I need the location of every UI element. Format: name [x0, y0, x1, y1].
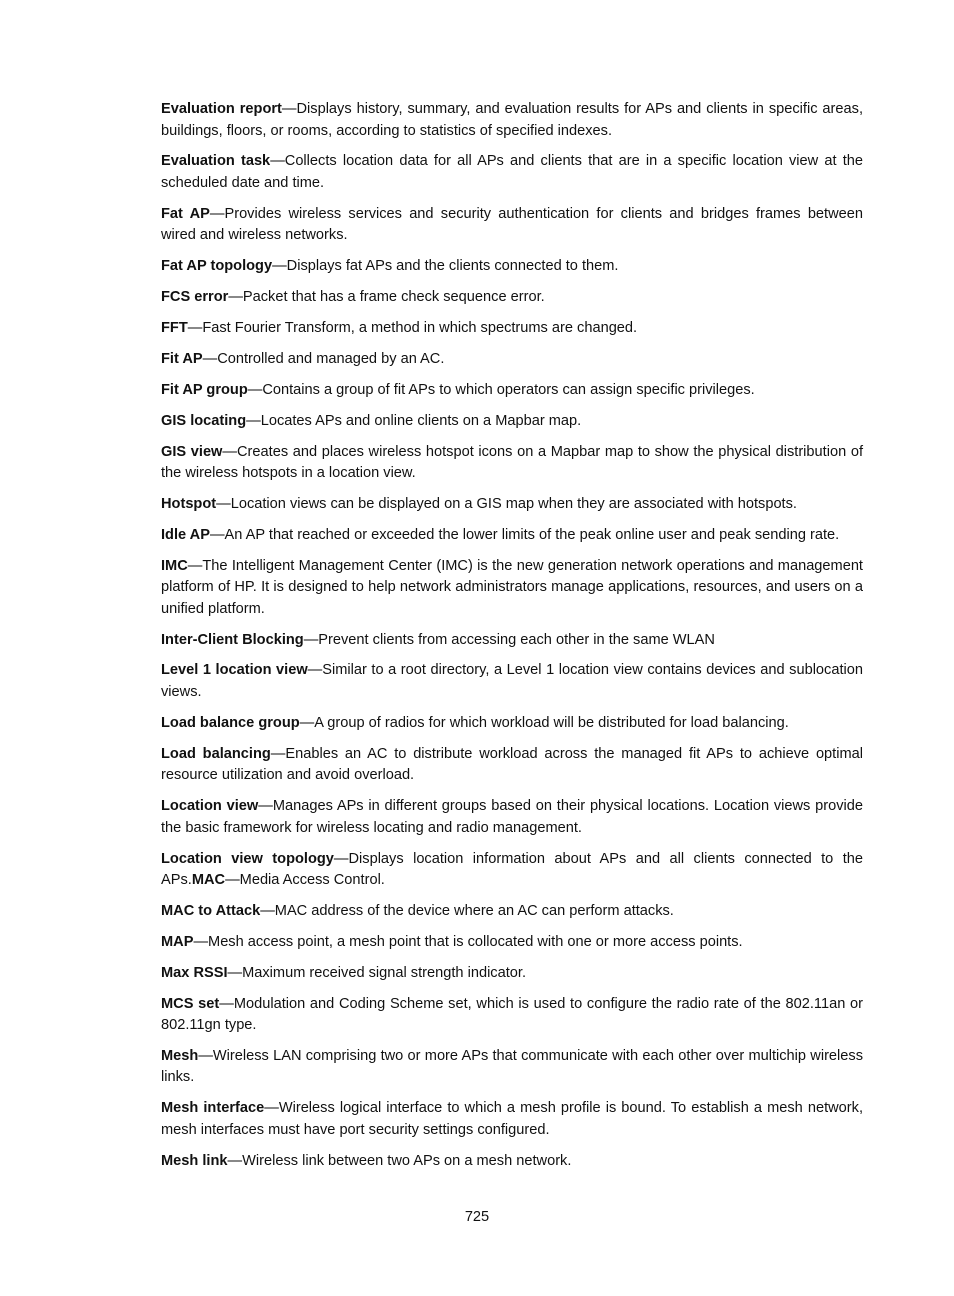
glossary-term: MAP [161, 933, 194, 950]
glossary-term: Location view topology [161, 850, 334, 867]
glossary-definition: Wireless link between two APs on a mesh network. [242, 1152, 572, 1169]
em-dash: — [299, 714, 315, 731]
glossary-term: Evaluation report [161, 101, 282, 117]
glossary-definition: Locates APs and online clients on a Mapbar map. [260, 412, 582, 429]
em-dash: — [246, 412, 261, 429]
glossary-entry [161, 204, 863, 247]
glossary-term: FFT [161, 319, 188, 336]
em-dash: — [209, 205, 225, 222]
page-number: 725 [464, 1209, 490, 1225]
em-dash: — [216, 495, 231, 512]
glossary-term: FCS error [161, 289, 229, 306]
em-dash: — [281, 101, 297, 117]
glossary-entry [161, 994, 863, 1037]
glossary-term: MAC to Attack [161, 902, 261, 919]
glossary-entry [161, 796, 863, 839]
glossary-term: Idle AP [161, 526, 210, 543]
glossary-entry [161, 318, 863, 340]
glossary-entry [161, 713, 863, 735]
glossary-entry [161, 1151, 863, 1173]
glossary-entry [161, 349, 863, 371]
glossary-entry [161, 442, 863, 485]
glossary-entry [161, 256, 863, 278]
glossary-term: Mesh [161, 1047, 199, 1064]
em-dash: — [202, 350, 218, 367]
glossary-entry [161, 660, 863, 703]
glossary-term: Inter-Client Blocking [161, 631, 304, 648]
glossary-entry [161, 901, 863, 923]
glossary-entry [161, 1046, 863, 1089]
em-dash: — [187, 319, 203, 336]
glossary-term: Max RSSI [161, 964, 228, 981]
glossary-term: GIS view [161, 443, 223, 460]
glossary-definition: Creates and places wireless hotspot icons on a Mapbar map to show the physical distribution of the wireless hotspots in a location view. [161, 443, 863, 482]
glossary-definition: Displays history, summary, and evaluation results for APs and clients in specific areas, buildings, floors, or rooms, according to statistics of specified indexes. [161, 101, 863, 139]
em-dash: — [333, 850, 349, 867]
em-dash: — [222, 443, 238, 460]
glossary-definition: Displays location information about APs and all clients connected to the APs. [161, 850, 863, 889]
glossary-definition: A group of radios for which workload will be distributed for load balancing. [314, 714, 789, 731]
glossary-definition: Contains a group of fit APs to which operators can assign specific privileges. [262, 381, 755, 398]
em-dash: — [303, 631, 319, 648]
em-dash: — [219, 995, 234, 1012]
glossary-term: MAC [191, 872, 226, 889]
glossary-definition: The Intelligent Management Center (IMC) is the new generation network operations and management platform of HP. It is designed to help network administrators manage applications, resources, and users on a unified platform. [161, 557, 863, 617]
glossary-definition: Mesh access point, a mesh point that is collocated with one or more access points. [208, 933, 743, 950]
em-dash: — [209, 526, 225, 543]
em-dash: — [272, 258, 287, 275]
glossary-definition: An AP that reached or exceeded the lower limits of the peak online user and peak sending rate. [224, 526, 840, 543]
em-dash: — [270, 153, 285, 170]
glossary-definition: Location views can be displayed on a GIS map when they are associated with hotspots. [230, 495, 797, 512]
em-dash: — [264, 1100, 279, 1117]
glossary-definition: Manages APs in different groups based on their physical locations. Location views provide the basic framework for wireless locating and radio management. [161, 798, 863, 836]
glossary-term: Fat AP [161, 205, 210, 222]
glossary-entry [161, 494, 863, 516]
glossary-term: Location view [161, 798, 259, 815]
glossary-definition: Prevent clients from accessing each other in the same WLAN [318, 631, 715, 648]
glossary-term: Hotspot [161, 495, 217, 512]
glossary-definition: Similar to a root directory, a Level 1 location view contains devices and sublocation views. [161, 662, 863, 700]
em-dash: — [187, 557, 203, 574]
glossary-definition: MAC address of the device where an AC can perform attacks. [274, 902, 674, 919]
glossary-entry [161, 630, 863, 652]
glossary-entry [161, 932, 863, 954]
glossary-definition: Fast Fourier Transform, a method in which spectrums are changed. [202, 319, 638, 336]
glossary-term: MCS set [161, 995, 220, 1012]
glossary-entry [161, 1098, 863, 1141]
em-dash: — [247, 381, 263, 398]
glossary-term: Fit AP [161, 350, 203, 367]
glossary-term: Load balance group [161, 714, 300, 731]
em-dash: — [307, 662, 323, 679]
glossary-term: GIS locating [161, 412, 247, 429]
glossary-definition: Maximum received signal strength indicator. [242, 964, 527, 981]
em-dash: — [228, 289, 243, 306]
em-dash: — [227, 964, 243, 981]
glossary-definition: Wireless LAN comprising two or more APs that communicate with each other over multichip wireless links. [161, 1047, 863, 1086]
glossary-entry [161, 99, 863, 142]
em-dash: — [225, 872, 240, 889]
em-dash: — [260, 902, 275, 919]
em-dash: — [227, 1152, 243, 1169]
glossary-term: Mesh link [161, 1152, 228, 1169]
glossary-entry [161, 411, 863, 433]
glossary-entry [161, 556, 863, 621]
glossary-term: Level 1 location view [161, 662, 308, 679]
glossary-entry [161, 525, 863, 547]
glossary-definition: Media Access Control. [239, 872, 385, 889]
glossary-list [161, 99, 863, 1182]
glossary-entry [161, 380, 863, 402]
em-dash: — [258, 798, 273, 815]
glossary-term: Mesh interface [161, 1100, 265, 1117]
glossary-term: Fit AP group [161, 381, 248, 398]
glossary-entry [161, 963, 863, 985]
glossary-term: Load balancing [161, 745, 271, 762]
glossary-definition: Controlled and managed by an AC. [217, 350, 445, 367]
glossary-definition: Provides wireless services and security authentication for clients and bridges frames between wired and wireless networks. [161, 205, 863, 244]
glossary-entry [161, 744, 863, 787]
em-dash: — [193, 933, 209, 950]
glossary-definition: Collects location data for all APs and clients that are in a specific location view at the scheduled date and time. [161, 153, 863, 191]
glossary-definition: Modulation and Coding Scheme set, which is used to configure the radio rate of the 802.11an or 802.11gn type. [161, 995, 863, 1034]
em-dash: — [198, 1047, 213, 1064]
glossary-term: IMC [161, 557, 188, 574]
glossary-entry [161, 849, 863, 892]
glossary-definition: Displays fat APs and the clients connected to them. [286, 258, 619, 275]
glossary-term: Fat AP topology [161, 258, 273, 275]
em-dash: — [270, 745, 286, 762]
glossary-entry [161, 151, 863, 194]
glossary-definition: Wireless logical interface to which a mesh profile is bound. To establish a mesh network, mesh interfaces must have port security settings configured. [161, 1100, 863, 1138]
glossary-entry [161, 287, 863, 309]
glossary-definition: Enables an AC to distribute workload across the managed fit APs to achieve optimal resource utilization and avoid overload. [161, 745, 863, 784]
glossary-term: Evaluation task [161, 153, 271, 170]
glossary-definition: Packet that has a frame check sequence error. [242, 289, 545, 306]
